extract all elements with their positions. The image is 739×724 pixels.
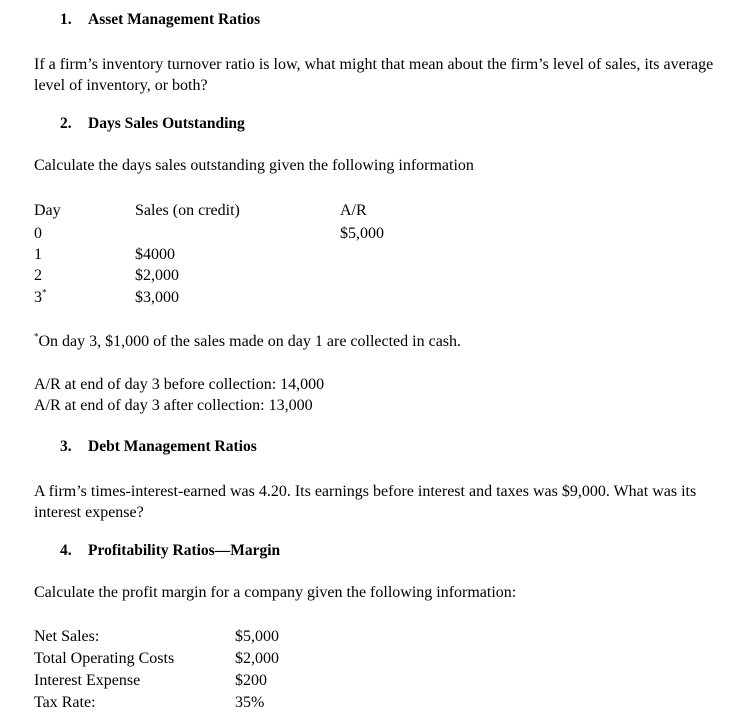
table-row-day: 0 [34,225,42,242]
table-header-day: Day [34,202,61,219]
section-2-intro: Calculate the days sales outstanding given the following information [34,157,474,174]
table-row-day: 1 [34,246,42,263]
table-header-sales: Sales (on credit) [135,202,240,219]
footnote-mark: * [42,287,47,298]
section-3-question: A firm’s times-interest-earned was 4.20. Its earnings before interest and taxes was $9,000. What was its interest expense? [34,483,697,521]
section-1-heading [60,9,260,30]
section-4-heading [60,540,280,561]
section-2-number: 2. [60,115,72,132]
section-1-question: If a firm’s inventory turnover ratio is low, what might that mean about the firm’s level of sales, its average level of inventory, or both? [34,56,714,94]
item-label: Tax Rate: [34,694,96,711]
table-row-day-value: 3 [34,289,42,306]
item-value: $2,000 [235,650,279,667]
footnote-text: On day 3, $1,000 of the sales made on day 1 are collected in cash. [38,333,462,350]
section-3-heading [60,436,257,457]
section-2-heading [60,113,245,134]
footnote [34,331,461,352]
table-row-sales: $2,000 [135,267,179,284]
ar-after-collection: A/R at end of day 3 after collection: 13,000 [34,397,313,414]
item-value: $200 [235,672,267,689]
item-label: Interest Expense [34,672,141,689]
section-4-intro: Calculate the profit margin for a company given the following information: [34,584,517,601]
section-4-title: Profitability Ratios—Margin [88,542,281,559]
table-row-sales: $4000 [135,246,175,263]
item-label: Net Sales: [34,628,100,645]
item-label: Total Operating Costs [34,650,175,667]
ar-before-collection: A/R at end of day 3 before collection: 14,000 [34,376,325,393]
section-2-title: Days Sales Outstanding [88,115,245,132]
section-1-number: 1. [60,11,72,28]
table-row-sales: $3,000 [135,289,179,306]
table-row-ar: $5,000 [340,225,384,242]
section-1-title: Asset Management Ratios [88,11,261,28]
table-header-ar: A/R [340,202,367,219]
section-3-number: 3. [60,438,72,455]
item-value: 35% [235,694,265,711]
table-row-day: 2 [34,267,42,284]
section-3-title: Debt Management Ratios [88,438,257,455]
table-row-day [34,287,47,308]
item-value: $5,000 [235,628,279,645]
section-4-number: 4. [60,542,72,559]
footnote-mark: * [34,331,39,342]
